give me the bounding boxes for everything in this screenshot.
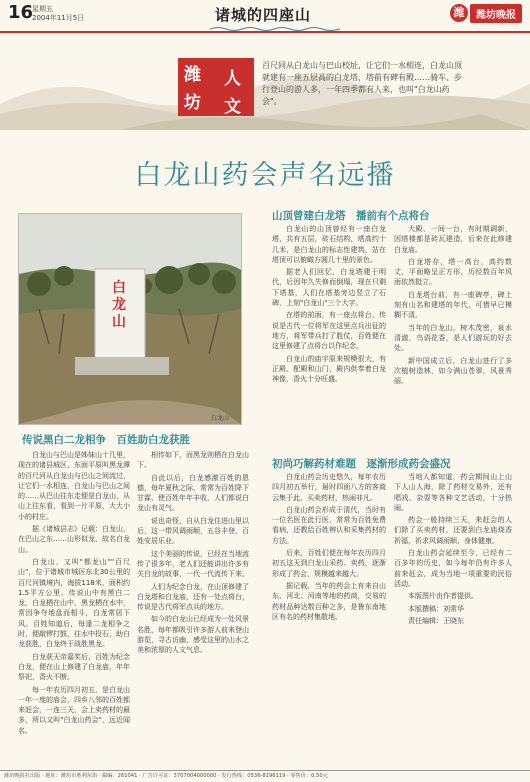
paragraph: 据《诸城县志》记载：白龙山，在巴山之东……山形似龙，故名白龙山。 <box>18 525 130 554</box>
stamp-char-1: 潍 <box>184 65 201 85</box>
paragraph: 如今的白龙山已经成为一处风景名胜，每年都吸引许多游人前来登山游览，寻古访幽，感受这里的山水之美和浓厚的人文气息。 <box>137 615 249 655</box>
stamp-char-3: 坊 <box>184 93 201 113</box>
photo-white-dragon-stone <box>18 213 242 425</box>
paragraph: 后来，百姓们便在每年农历四月初五这天到白龙山采药、卖药，逐渐形成了药会，规模越来越大。 <box>272 549 386 578</box>
paragraph: 人们为纪念白龙，在山顶修建了白龙塔和白龙庙，还有一处点将台，传说是古代将军点兵的地方。 <box>137 582 249 612</box>
paragraph: 据老人们回忆，白龙塔建于明代，后因年久失修而倒塌，现在只剩下塔基，人们在塔基旁边竖立了石碑，上刻"白龙山"三个大字。 <box>272 268 386 308</box>
paragraph: 白龙山的庙宇原来规模很大，有正殿、配殿和山门，殿内供奉着白龙神像，香火十分旺盛。 <box>272 354 386 384</box>
paragraph: 新中国成立后，白龙山进行了多次植树造林，如今满山苍翠，风景秀丽。 <box>394 356 512 386</box>
paragraph: 每一年农历四月初五，是白龙山一年一度的庙会，四乡八邻的百姓都来赶会，一连三天，会上卖药材的最多，所以又叫"白龙山药会"，远近闻名。 <box>18 685 130 735</box>
article-column-left-b <box>137 450 249 766</box>
paragraph: 药会一般持续三天，来赶会的人们除了买卖药材，还要到白龙庙烧香祈福，祈求风调雨顺、身体健康。 <box>394 516 512 545</box>
paragraph: 白龙山药会形成于清代，当时有一位名医在此行医，常常为百姓免费看病，还教给百姓辨认和采集药材的方法。 <box>272 505 386 545</box>
paragraph: 白龙山与巴山是姊妹山十几里，现在的诸县城区，东面平原叫黑龙潭的百尺河从白龙山与巴山之间流过，让它们一水相连，白龙山与巴山之间的……从巴山往东走便是白龙山，从山上往东看，看到一片平原，大大小小的村庄。 <box>18 451 130 521</box>
paragraph: 当地人都知道，药会期间山上山下人山人海，除了药材交易外，还有唱戏、杂耍等各种文艺活动，十分热闹。 <box>394 473 512 512</box>
logo-icon: 潍 <box>450 4 468 22</box>
article-column-right-d <box>394 472 512 766</box>
subheading-left: 传说黑白二龙相争 百姓助白龙获胜 <box>22 434 190 446</box>
paragraph: 相传如下，而黑龙则栖在白龙山下。 <box>137 451 249 470</box>
paragraph: 自此以后，白龙感激百姓的恩德，每年夏秋之际，常常为百姓降下甘霖，使百姓年年丰收，人们都说白龙山有灵气。 <box>137 473 249 513</box>
page-header <box>0 0 530 34</box>
article-column-left-a <box>18 450 130 766</box>
subheading-right-mid: 初尚巧解药材难题 逐渐形成药会盛况 <box>272 458 451 470</box>
paragraph: 本版图片由作者提供。 <box>408 592 478 601</box>
intro-text: 百尺同从白龙山与巴山校址，让它们一水相连，白龙山顶就建有一座五层高的白龙塔，塔前有碑有殿……骑车、步行登山的游人多，一年四季都有人来，也叫"白龙山药会"。 <box>262 61 462 106</box>
stone-inscription: 白龙山 <box>112 280 126 330</box>
paragraph: 这个美丽的传说，已经在当地流传了很多年，老人们还能讲出许多有关白龙的故事，一代一代流传下来。 <box>137 549 249 579</box>
page-footer: 潍坊晚报社出版 · 地址：潍坊市胜利东街 · 邮编：261041 · 广告许可证：3707004000000 · 发行热线：0536-8196119 · 零售价：0.50元 <box>0 770 530 782</box>
photo-illustration <box>19 214 241 424</box>
article-column-right-a <box>272 224 386 450</box>
section-title: 诸城的四座山 <box>215 6 312 24</box>
paragraph: 当年的白龙山，树木茂密，泉水清澈，鸟语花香，是人们游玩的好去处。 <box>394 323 512 353</box>
subheading-right-top: 山顶曾建白龙塔 播前有个点将台 <box>272 210 430 222</box>
paragraph: 白龙山，又叫"都龙山""百尺山"，位于诸城市城区东北30公里的百尺河镇境内，海拔118米，面积约1.5平方公里。传说山中有黑白二龙，白龙栖在山中，黑龙栖在水中，常因争夺地盘而相斗，白龙常居下风。百姓知道后，每逢二龙相争之时，便敲锣打鼓，往水中投石，助白龙获胜，白龙终于战胜黑龙。 <box>18 557 130 649</box>
newspaper-logo <box>450 4 522 22</box>
column-stamp <box>178 58 254 116</box>
paragraph: 白龙塔存，塔一高台，高约数丈，平面略呈正方形，历经数百年风雨依然挺立。 <box>394 257 512 287</box>
issue-date: 2004年11月5日 <box>32 14 85 22</box>
photo-caption: 白龙山 <box>211 415 230 422</box>
paragraph: 白龙山药会延续至今，已经有二百多年的历史，如今每年仍有许多人前来赶会，成为当地一项重要的民俗活动。 <box>394 549 512 588</box>
article-column-right-c <box>272 472 386 766</box>
paragraph: 本版撰稿：刘常华 <box>408 604 464 613</box>
paragraph: 据记载，当年的药会上有来自山东、河北、河南等地的药商，交易的药材品种达数百种之多，是鲁东南地区有名的药材集散地。 <box>272 581 386 621</box>
paragraph: 说也奇怪，自从白龙住进山里以后，这一带风调雨顺，五谷丰登，百姓安居乐业。 <box>137 516 249 546</box>
paragraph: 白龙山药会历史悠久，每年农历四月初五举行，届时四面八方的客商云集于此，买卖药材，热闹非凡。 <box>272 473 386 502</box>
paragraph: 白龙获天帝嘉奖后，百姓为纪念白龙，便在山上修建了白龙庙，年年祭祀，香火不断。 <box>18 652 130 682</box>
paragraph: 大殿、一间一台，有时期调新，因塔楼都是砖瓦建造，后来在此修建白龙庙。 <box>394 225 512 254</box>
paragraph: 在塔的前面，有一座点将台，传说是古代一位将军在这里点兵出征的地方，将军带兵打了胜仗，百姓便在这里修建了点将台以作纪念。 <box>272 311 386 351</box>
page-number: 16 <box>8 2 34 23</box>
weekday: 星期五 <box>32 5 53 13</box>
stamp-char-4: 文 <box>224 97 241 117</box>
header-rule <box>0 31 530 33</box>
paragraph: 白龙山的山顶曾经有一座白龙塔，共有五层，砖石结构，塔高约十几米，是白龙山的标志性建筑，站在塔顶可以俯瞰方圆几十里的景色。 <box>272 225 386 264</box>
article-column-right-b <box>394 224 512 450</box>
stamp-char-2: 人 <box>224 69 241 89</box>
paragraph: 白龙塔台前，有一座碑亭，碑上刻有山名和建塔的年代，可惜早已模糊不清。 <box>394 290 512 320</box>
headline: 白龙山药会声名远播 <box>134 160 396 191</box>
logo-text: 潍坊晚报 <box>470 4 522 23</box>
paragraph: 责任编辑：王晓东 <box>408 616 464 625</box>
